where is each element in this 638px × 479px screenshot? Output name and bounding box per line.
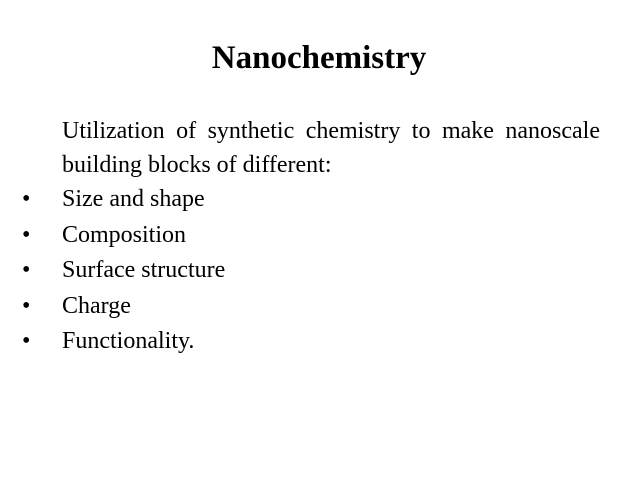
list-item <box>22 218 602 254</box>
bullet-text-size-and-shape: Size and shape <box>62 186 205 212</box>
intro-paragraph: Utilization of synthetic chemistry to make nanoscale building blocks of different: <box>62 118 600 178</box>
bullet-icon: • <box>22 257 31 283</box>
bullet-text-composition: Composition <box>62 221 187 248</box>
bullet-icon: • <box>22 328 31 354</box>
list-item <box>22 324 602 360</box>
bullet-text-surface-structure: Surface structure <box>62 257 226 283</box>
bullet-icon: • <box>22 292 31 319</box>
list-item <box>22 182 602 218</box>
bullet-list <box>22 182 602 360</box>
bullet-text-charge: Charge <box>62 292 131 319</box>
list-item <box>22 289 602 325</box>
bullet-text-functionality: Functionality. <box>62 328 195 354</box>
bullet-icon: • <box>22 221 31 248</box>
list-item <box>22 253 602 289</box>
slide-title: Nanochemistry <box>211 40 427 76</box>
bullet-icon: • <box>22 186 31 212</box>
